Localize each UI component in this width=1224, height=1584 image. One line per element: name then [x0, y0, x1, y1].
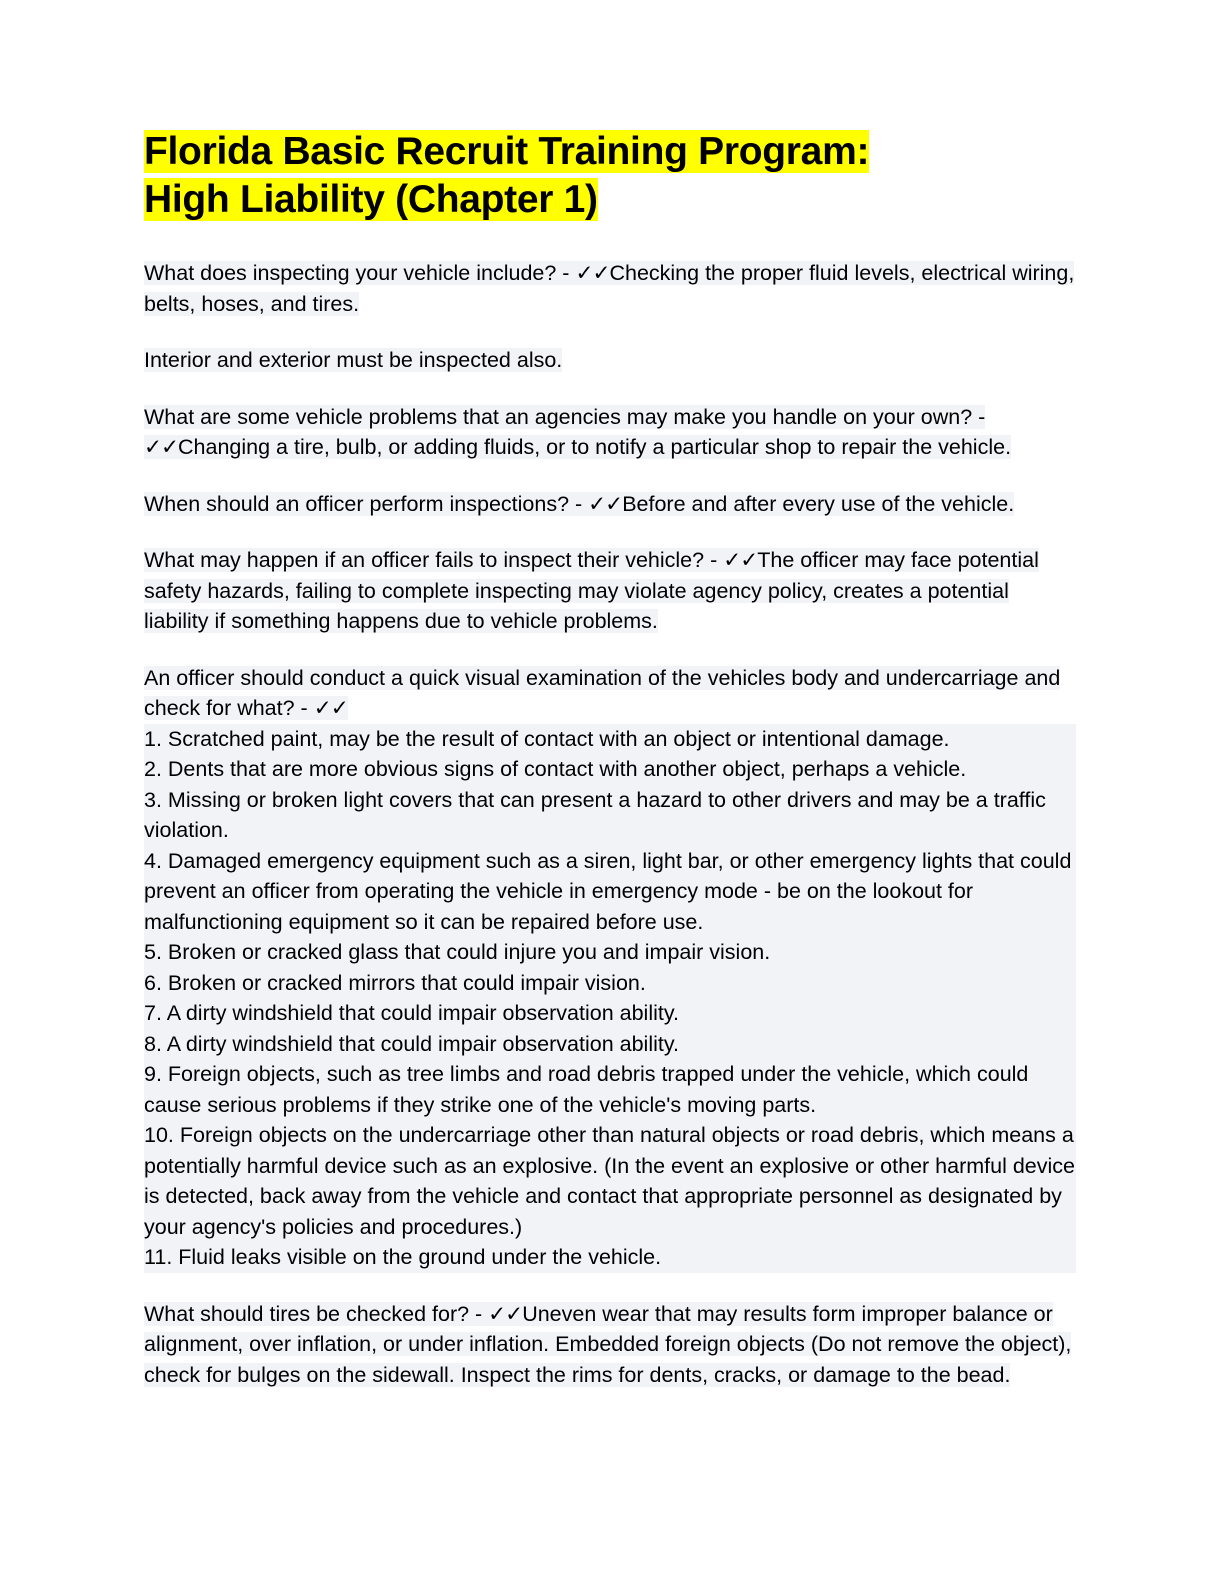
check-marks-icon: ✓✓	[488, 1301, 523, 1326]
list-item: 4. Damaged emergency equipment such as a siren, light bar, or other emergency lights that could prevent an officer from operating the vehicle in emergency mode - be on the lookout for malfunctioning equipment so it can be repaired before use.	[144, 846, 1076, 938]
qa-block	[144, 258, 1076, 319]
check-marks-icon: ✓✓	[144, 435, 179, 459]
answer-text: Uneven wear that may results form improper balance or alignment, over inflation, or under inflation. Embedded foreign objects (Do not remove the object), check for bulges on the sidewall. Inspect the rims for dents, cracks, or damage to the bead.	[144, 1301, 1072, 1387]
check-marks-icon: ✓✓	[723, 548, 758, 572]
question-text: What may happen if an officer fails to inspect their vehicle? -	[144, 548, 724, 572]
qa-block	[144, 489, 1076, 520]
list-item: 10. Foreign objects on the undercarriage other than natural objects or road debris, which means a potentially harmful device such as an explosive. (In the event an explosive or other harmful device is detected, back away from the vehicle and contact that appropriate personnel as designated by your agency's policies and procedures.)	[144, 1120, 1076, 1242]
check-marks-icon: ✓✓	[313, 696, 348, 720]
question-text: When should an officer perform inspections? -	[144, 491, 589, 516]
list-item: 9. Foreign objects, such as tree limbs and road debris trapped under the vehicle, which could cause serious problems if they strike one of the vehicle's moving parts.	[144, 1059, 1076, 1120]
list-item: 2. Dents that are more obvious signs of contact with another object, perhaps a vehicle.	[144, 754, 1076, 785]
list-item: 5. Broken or cracked glass that could injure you and impair vision.	[144, 937, 1076, 968]
page-title-line-1: Florida Basic Recruit Training Program:	[144, 130, 870, 173]
list-item: 7. A dirty windshield that could impair observation ability.	[144, 998, 1076, 1029]
answer-text: Before and after every use of the vehicle.	[622, 491, 1015, 516]
page-title-line-2: High Liability (Chapter 1)	[144, 178, 598, 221]
answer-text: Changing a tire, bulb, or adding fluids, or to notify a particular shop to repair the vehicle.	[178, 435, 1012, 459]
list-item: 8. A dirty windshield that could impair observation ability.	[144, 1029, 1076, 1060]
list-item: 1. Scratched paint, may be the result of contact with an object or intentional damage.	[144, 724, 1076, 755]
list-item: 6. Broken or cracked mirrors that could impair vision.	[144, 968, 1076, 999]
list-item: 3. Missing or broken light covers that can present a hazard to other drivers and may be a traffic violation.	[144, 785, 1076, 846]
answer-text: Checking the proper fluid levels, electrical wiring, belts, hoses, and tires.	[144, 261, 1075, 316]
qa-block	[144, 345, 1076, 376]
check-marks-icon: ✓✓	[575, 261, 610, 285]
question-text: What should tires be checked for? -	[144, 1301, 489, 1326]
list-item: 11. Fluid leaks visible on the ground under the vehicle.	[144, 1242, 1076, 1273]
question-text: What are some vehicle problems that an agencies may make you handle on your own? -	[144, 404, 986, 429]
answer-text: Interior and exterior must be inspected also.	[144, 348, 563, 372]
qa-block	[144, 545, 1076, 637]
check-marks-icon: ✓✓	[588, 491, 623, 516]
qa-block	[144, 663, 1076, 1273]
qa-block	[144, 402, 1076, 463]
question-text: An officer should conduct a quick visual examination of the vehicles body and undercarriage and check for what? -	[144, 665, 1061, 720]
page-title	[144, 128, 1076, 224]
answer-text: The officer may face potential safety hazards, failing to complete inspecting may violate agency policy, creates a potential liability if something happens due to vehicle problems.	[144, 548, 1039, 633]
question-text: What does inspecting your vehicle include? -	[144, 261, 576, 285]
qa-block	[144, 1299, 1076, 1391]
